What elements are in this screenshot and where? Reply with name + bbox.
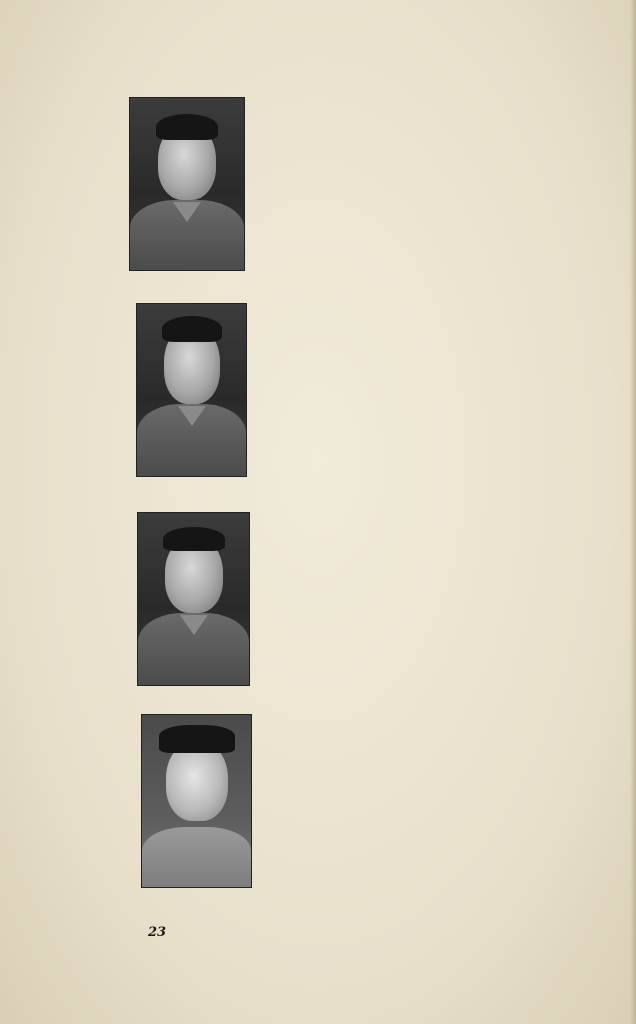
portrait-photo: [136, 303, 247, 477]
page-number: 23: [148, 925, 167, 940]
portrait-photo: [137, 512, 250, 686]
portrait-photo: [141, 714, 252, 888]
portrait-photo: [129, 97, 245, 271]
